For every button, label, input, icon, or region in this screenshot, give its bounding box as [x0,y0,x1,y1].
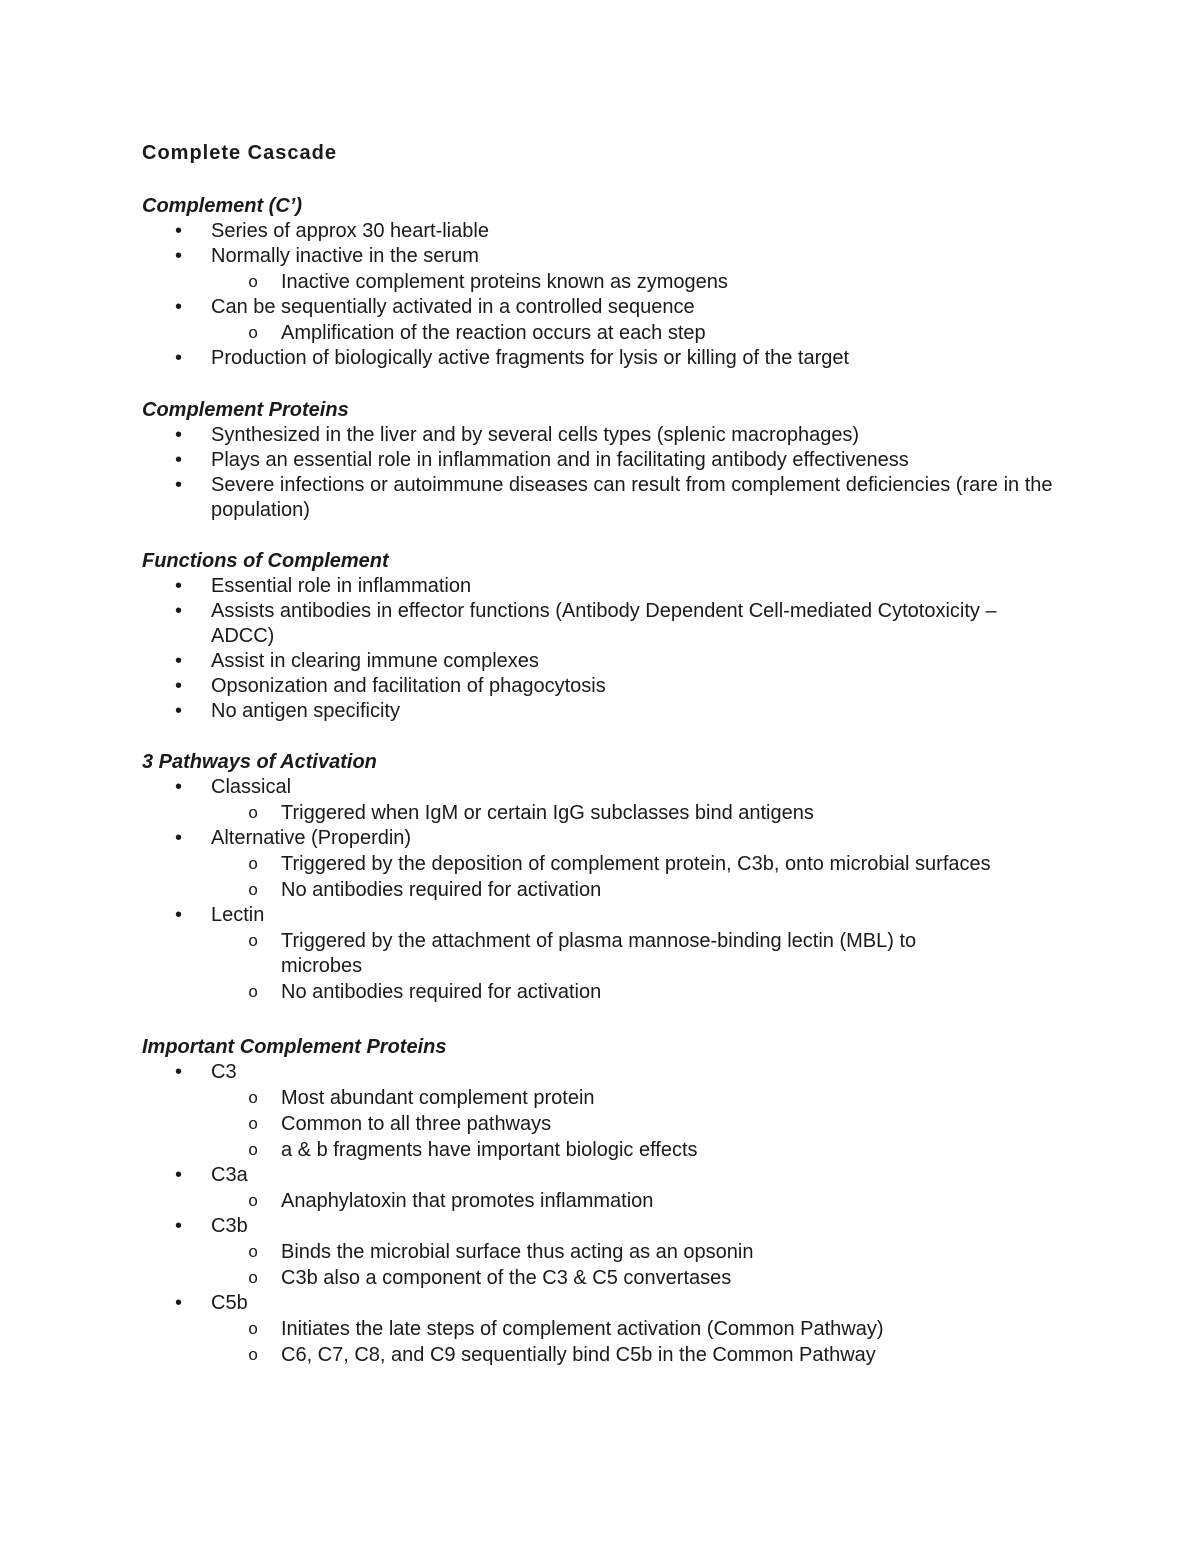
list-item-text: Severe infections or autoimmune diseases can result from complement deficiencies (rare in the population) [211,474,1053,521]
list-item-text: Lectin [211,904,265,926]
list-item [142,346,1102,371]
sub-list-item-text: C6, C7, C8, and C9 sequentially bind C5b in the Common Pathway [281,1344,876,1366]
section-heading: Functions of Complement [142,550,389,572]
sub-list-item [210,980,1102,1005]
sub-list-item [210,270,1102,295]
list-item [142,295,1102,346]
list-item [142,219,1102,244]
sub-list [211,1317,1102,1368]
list-item [142,423,1102,448]
sub-list-item [210,321,1102,346]
list-item-text: C3 [211,1061,237,1083]
list-item-text: C3a [211,1164,248,1186]
list-item [142,649,1102,674]
list-item-text: No antigen specificity [211,700,400,722]
list-item-text: Assist in clearing immune complexes [211,650,539,672]
list-item-text: Opsonization and facilitation of phagocytosis [211,675,606,697]
list-item-text: Classical [211,776,292,798]
sub-list-item [210,929,981,979]
list-item [142,903,1102,1005]
section-heading: Complement Proteins [142,399,349,421]
list-item-text: Alternative (Properdin) [211,827,412,849]
sub-list-item [210,1138,1102,1163]
sub-list-item [210,1189,1102,1214]
list-item [142,574,1102,599]
list-item-text: Series of approx 30 heart-liable [211,220,489,242]
list-item [142,1163,1102,1214]
bullet-list [142,1060,1102,1368]
list-item [142,1060,1102,1163]
sub-list [211,1086,1102,1163]
sub-list [211,1189,1102,1214]
section-functions-of-complement [142,549,1102,724]
bullet-list [142,219,1102,371]
sub-list-item [210,1317,1102,1342]
section-complement [142,194,1102,371]
sub-list-item [210,1112,1102,1137]
list-item [142,244,1102,295]
list-item-text: Normally inactive in the serum [211,245,479,267]
section-heading: 3 Pathways of Activation [142,751,377,773]
list-item [142,775,1102,826]
sub-list-item-text: Triggered by the deposition of complement protein, C3b, onto microbial surfaces [281,853,991,875]
sub-list-item [210,1343,1102,1368]
sub-list-item-text: No antibodies required for activation [281,879,602,901]
sub-list-item-text: Inactive complement proteins known as zymogens [281,271,728,293]
sub-list-item-text: Most abundant complement protein [281,1087,595,1109]
bullet-list [142,775,1102,1005]
sub-list-item-text: Triggered by the attachment of plasma mannose-binding lectin (MBL) to microbes [281,930,917,977]
sub-list-item-text: Triggered when IgM or certain IgG subclasses bind antigens [281,802,814,824]
sub-list [211,270,1102,295]
section-important-complement-proteins [142,1035,1102,1368]
sub-list-item [210,1240,1102,1265]
list-item [142,699,1102,724]
list-item-text: Plays an essential role in inflammation and in facilitating antibody effectiveness [211,449,909,471]
list-item-text: Essential role in inflammation [211,575,472,597]
sub-list-item-text: No antibodies required for activation [281,981,602,1003]
sub-list-item-text: Anaphylatoxin that promotes inflammation [281,1190,654,1212]
sub-list-item [210,1086,1102,1111]
sub-list [211,801,1102,826]
section-pathways-of-activation [142,750,1102,1005]
list-item [142,448,1102,473]
section-complement-proteins [142,398,1102,523]
sub-list [211,852,1102,903]
list-item [142,1291,1102,1368]
list-item [142,599,1051,649]
list-item-text: Can be sequentially activated in a controlled sequence [211,296,695,318]
sub-list [211,929,1102,1005]
sub-list [211,1240,1102,1291]
list-item-text: C3b [211,1215,248,1237]
section-heading: Complement (C’) [142,195,302,217]
list-item-text: C5b [211,1292,248,1314]
sub-list-item [210,878,1102,903]
section-heading: Important Complement Proteins [142,1036,447,1058]
list-item-text: Production of biologically active fragments for lysis or killing of the target [211,347,850,369]
sub-list [211,321,1102,346]
sub-list-item [210,852,1102,877]
sub-list-item-text: C3b also a component of the C3 & C5 convertases [281,1267,732,1289]
list-item-text: Assists antibodies in effector functions (Antibody Dependent Cell-mediated Cytotoxicity – ADCC) [211,600,997,647]
list-item [142,1214,1102,1291]
list-item [142,674,1102,699]
bullet-list [142,423,1102,523]
sub-list-item-text: Binds the microbial surface thus acting as an opsonin [281,1241,754,1263]
list-item [142,473,1061,523]
list-item [142,826,1102,903]
sub-list-item-text: Amplification of the reaction occurs at each step [281,322,706,344]
sub-list-item-text: Initiates the late steps of complement activation (Common Pathway) [281,1318,884,1340]
sub-list-item [210,1266,1102,1291]
sub-list-item-text: a & b fragments have important biologic effects [281,1139,698,1161]
sub-list-item [210,801,1102,826]
list-item-text: Synthesized in the liver and by several cells types (splenic macrophages) [211,424,860,446]
bullet-list [142,574,1102,724]
document-title: Complete Cascade [142,142,337,164]
sub-list-item-text: Common to all three pathways [281,1113,552,1135]
